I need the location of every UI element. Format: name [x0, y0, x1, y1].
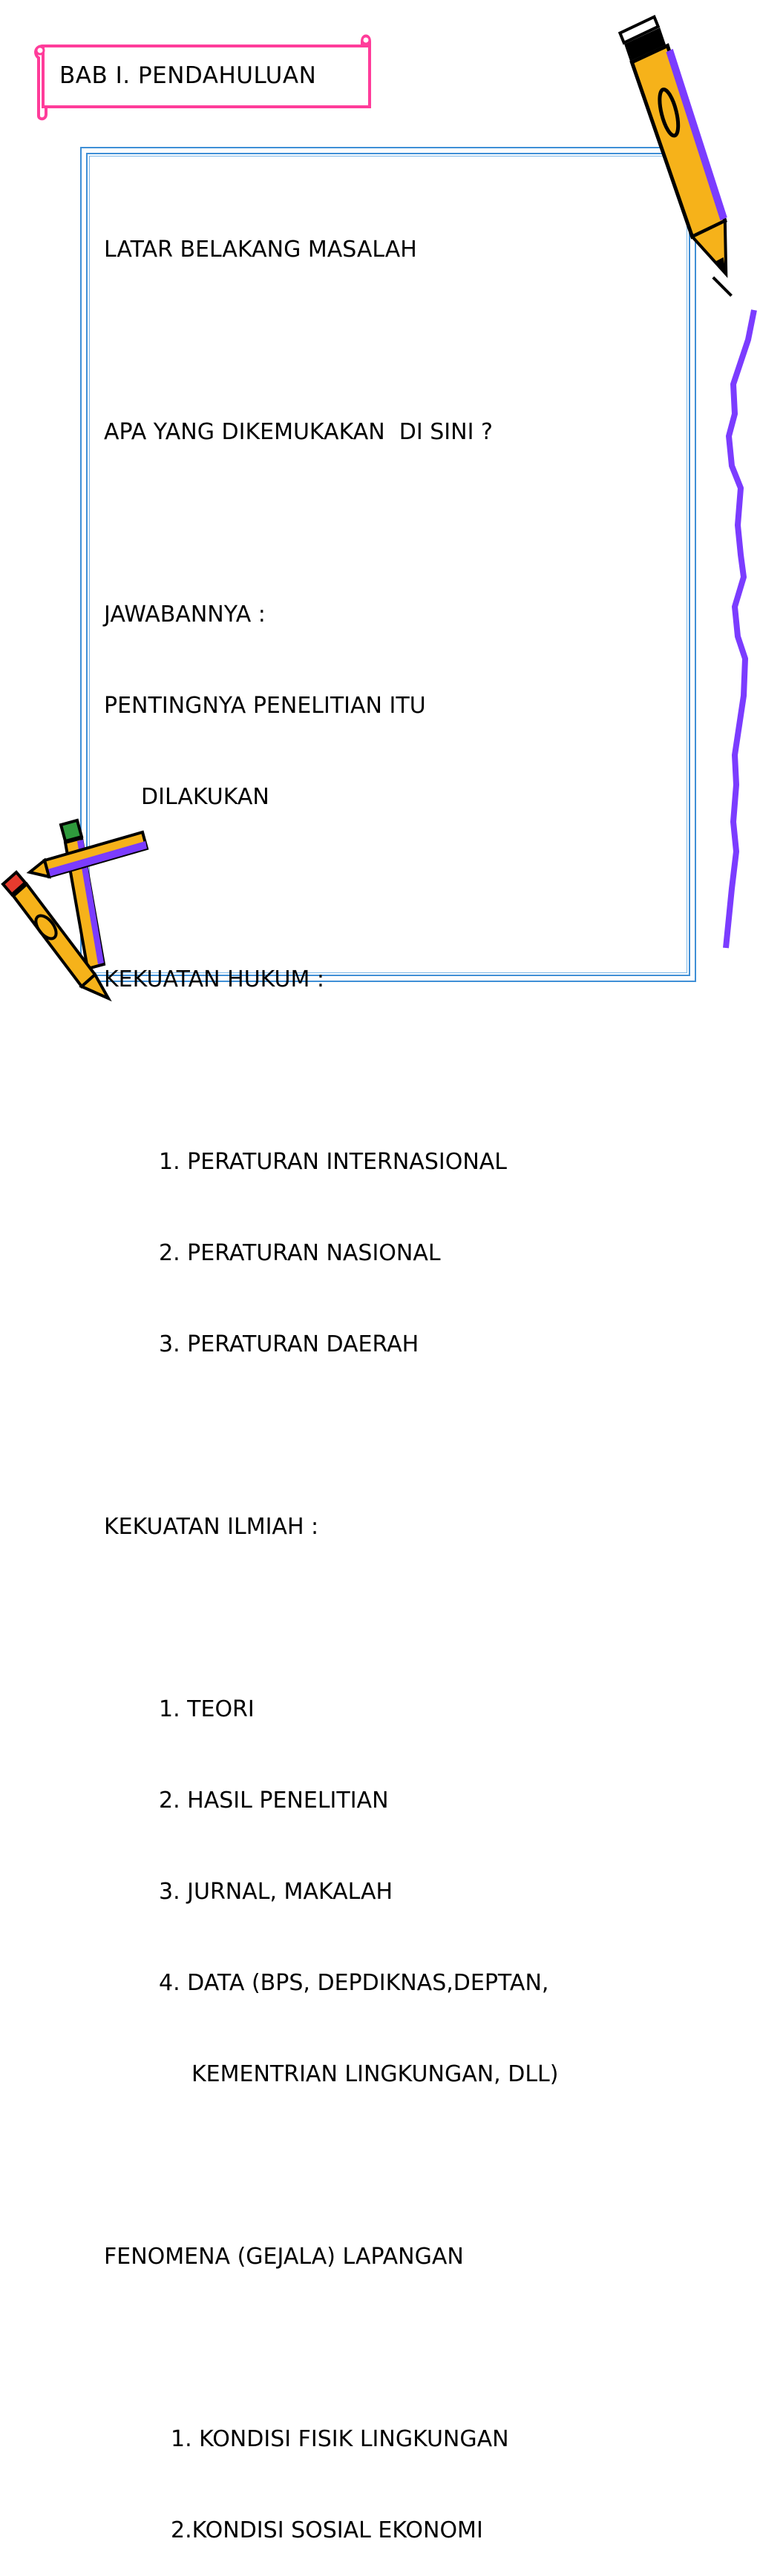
legal-item: 3. PERATURAN DAERAH	[159, 1331, 419, 1357]
answer-line-1: PENTINGNYA PENELITIAN ITU	[104, 693, 426, 719]
answer-label: JAWABANNYA :	[104, 602, 266, 627]
title-scroll-banner	[33, 33, 374, 120]
background-heading: LATAR BELAKANG MASALAH	[104, 237, 417, 263]
question-line: APA YANG DIKEMUKAKAN DI SINI ?	[104, 419, 493, 445]
legal-item: 1. PERATURAN INTERNASIONAL	[159, 1149, 507, 1175]
content-text	[104, 174, 683, 2576]
scientific-item: 2. HASIL PENELITIAN	[159, 1788, 389, 1814]
scientific-item: 3. JURNAL, MAKALAH	[159, 1879, 393, 1905]
scientific-item: 4. DATA (BPS, DEPDIKNAS,DEPTAN,	[159, 1970, 549, 1996]
legal-item: 2. PERATURAN NASIONAL	[159, 1240, 441, 1266]
scientific-item: 1. TEORI	[159, 1696, 255, 1722]
scientific-heading: KEKUATAN ILMIAH :	[104, 1514, 319, 1540]
phenomena-item: 1. KONDISI FISIK LINGKUNGAN	[171, 2426, 509, 2452]
phenomena-item: 2.KONDISI SOSIAL EKONOMI	[171, 2517, 483, 2543]
legal-heading: KEKUATAN HUKUM :	[104, 966, 325, 992]
phenomena-heading: FENOMENA (GEJALA) LAPANGAN	[104, 2244, 464, 2270]
pencils-icon	[0, 816, 156, 1001]
answer-line-2: DILAKUKAN	[141, 784, 269, 810]
page-title: BAB I. PENDAHULUAN	[59, 62, 317, 89]
pencil-icon	[638, 13, 735, 310]
scientific-item-continuation: KEMENTRIAN LINGKUNGAN, DLL)	[191, 2061, 559, 2087]
squiggle-line-icon	[718, 310, 760, 948]
